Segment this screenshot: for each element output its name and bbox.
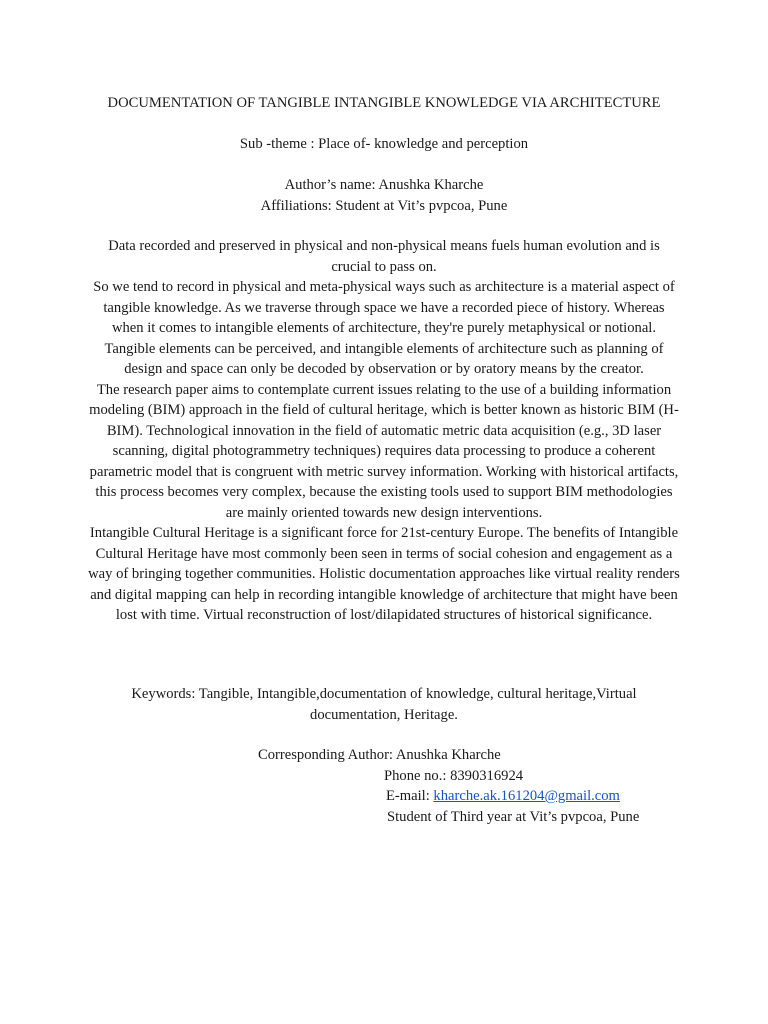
abstract-paragraph: So we tend to record in physical and meta-physical ways such as architecture is a material aspect of tangible knowledge. As we traverse through space we have a recorded piece of history. Whereas when it comes to intangible elements of architecture, they're purely metaphysical or notional. [93, 279, 675, 336]
document-title: DOCUMENTATION OF TANGIBLE INTANGIBLE KNOWLEDGE VIA ARCHITECTURE [107, 95, 661, 111]
abstract-paragraph: The research paper aims to contemplate current issues relating to the use of a building information modeling (BIM) approach in the field of cultural heritage, which is better known as historic BIM (H-BIM). Technological innovation in the field of automatic metric data acquisition (e.g., 3D laser scanning, digital photogrammetry techniques) requires data processing to produce a coherent parametric model that is congruent with metric survey information. Working with historical artifacts, this process becomes very complex, because the existing tools used to support BIM methodologies are mainly oriented towards new design interventions. [89, 381, 679, 521]
affiliations: Affiliations: Student at Vit’s pvpcoa, Pune [260, 197, 508, 214]
corresponding-author: Corresponding Author: Anushka Kharche [258, 747, 501, 763]
author-block [0, 175, 768, 216]
email-label: E-mail: [386, 788, 434, 804]
email-link[interactable]: kharche.ak.161204@gmail.com [433, 788, 620, 804]
abstract-paragraph: Data recorded and preserved in physical and non-physical means fuels human evolution and is crucial to pass on. [108, 238, 660, 275]
author-name: Author’s name: Anushka Kharche [284, 177, 484, 193]
abstract-paragraph: Tangible elements can be perceived, and intangible elements of architecture such as planning of design and space can only be decoded by observation or by oratory means by the creator. [104, 340, 664, 377]
phone-number: Phone no.: 8390316924 [384, 768, 524, 784]
student-info: Student of Third year at Vit’s pvpcoa, Pune [387, 809, 640, 825]
abstract [88, 236, 680, 626]
email-line [386, 786, 620, 807]
abstract-paragraph: Intangible Cultural Heritage is a significant force for 21st-century Europe. The benefits of Intangible Cultural Heritage have most commonly been seen in terms of social cohesion and engagement as a way of bringing together communities. Holistic documentation approaches like virtual reality renders and digital mapping can help in recording intangible knowledge of architecture that might have been lost with time. Virtual reconstruction of lost/dilapidated structures of historical significance. [88, 525, 680, 623]
subtheme: Sub -theme : Place of- knowledge and perception [239, 136, 529, 152]
keywords: Keywords: Tangible, Intangible,documentation of knowledge, cultural heritage,Virtual documentation, Heritage. [131, 686, 637, 723]
